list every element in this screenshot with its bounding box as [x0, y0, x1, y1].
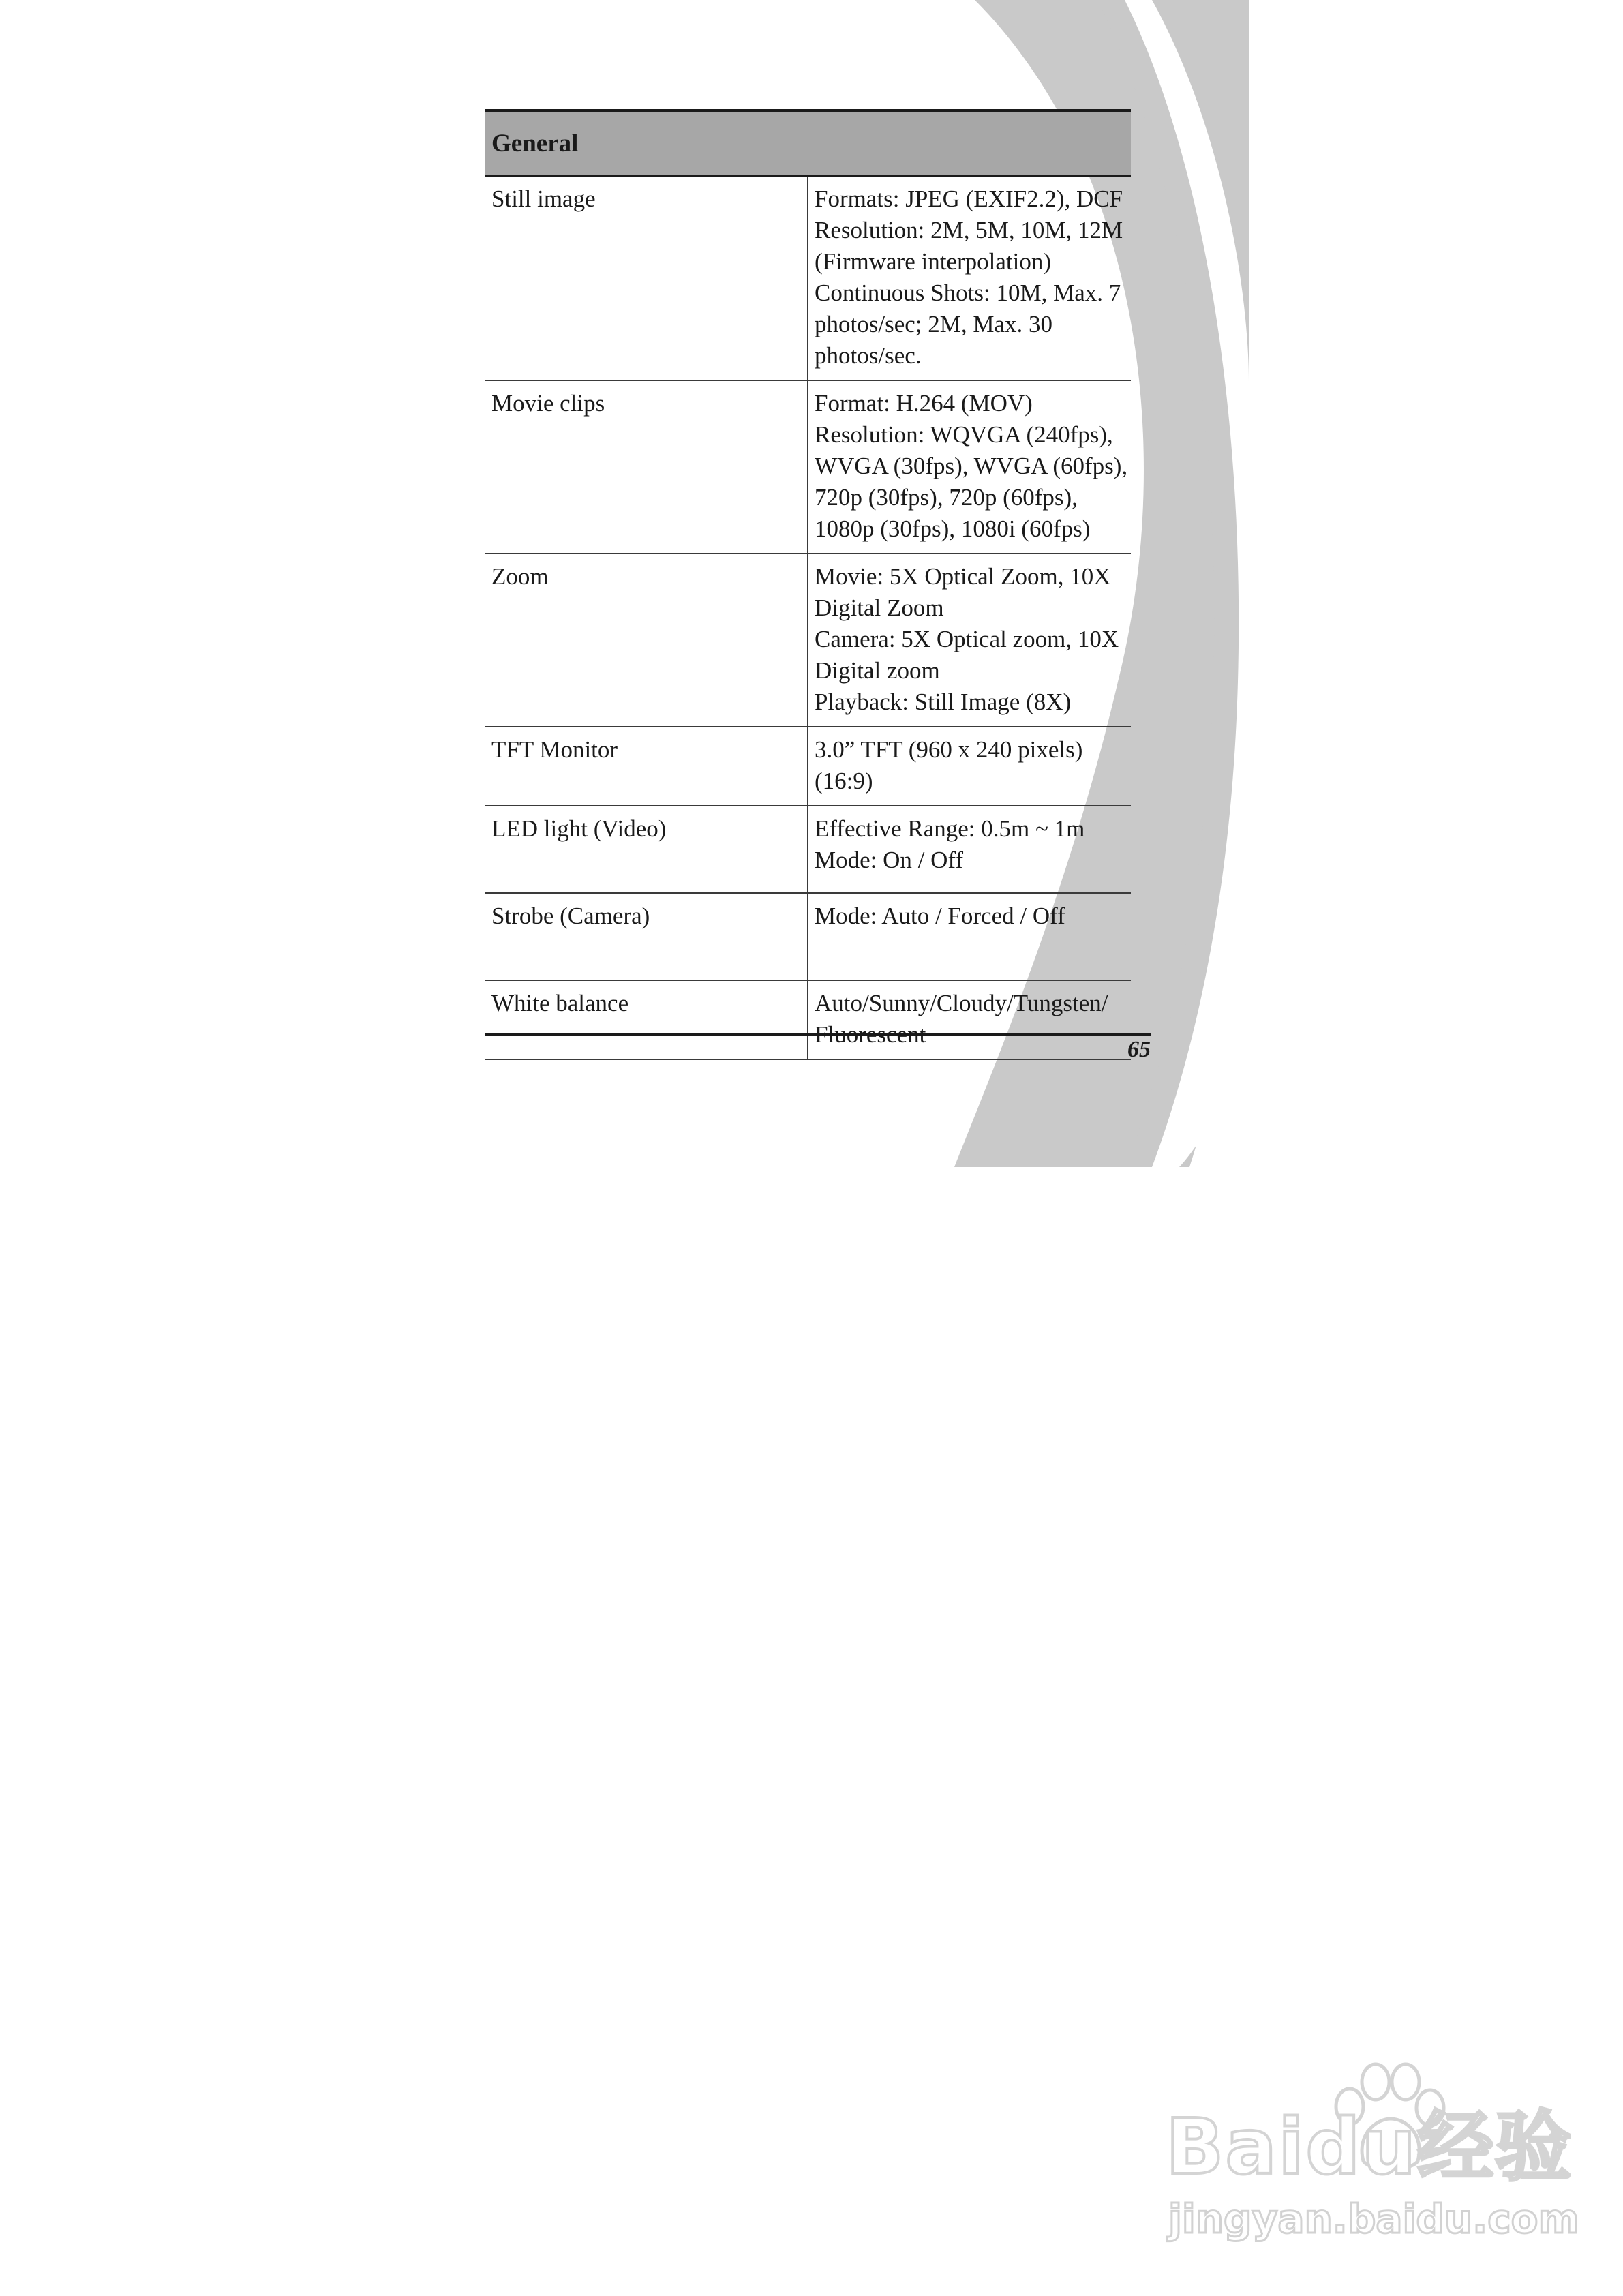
- spec-label: Zoom: [485, 554, 808, 727]
- spec-line: Mode: Auto / Forced / Off: [815, 903, 1065, 929]
- spec-line: Auto/Sunny/Cloudy/Tungsten/ Fluorescent: [815, 990, 1108, 1048]
- watermark-sub: jingyan.baidu.com: [1168, 2196, 1579, 2242]
- spec-line: Mode: On / Off: [815, 847, 964, 873]
- manual-page: [0, 0, 1249, 1167]
- table-row: [485, 806, 1131, 893]
- spec-label: LED light (Video): [485, 806, 808, 893]
- spec-label: Strobe (Camera): [485, 893, 808, 980]
- spec-value: [808, 893, 1131, 980]
- spec-line: Format: H.264 (MOV): [815, 390, 1033, 417]
- spec-label: Still image: [485, 176, 808, 380]
- page-number: 65: [1127, 1037, 1151, 1062]
- watermark-main: Baidu经验: [1166, 2103, 1573, 2192]
- table-row: [485, 980, 1131, 1059]
- spec-value: [808, 806, 1131, 893]
- table-row: [485, 893, 1131, 980]
- spec-line: Formats: JPEG (EXIF2.2), DCF: [815, 185, 1123, 212]
- spec-line: Movie: 5X Optical Zoom, 10X Digital Zoom: [815, 563, 1111, 621]
- spec-label: White balance: [485, 980, 808, 1059]
- baidu-watermark: [1152, 2059, 1579, 2263]
- spec-value: [808, 727, 1131, 806]
- spec-line: Resolution: 2M, 5M, 10M, 12M (Firmware interpolation): [815, 217, 1123, 275]
- spec-line: Resolution: WQVGA (240fps), WVGA (30fps), WVGA (60fps), 720p (30fps), 720p (60fps), 1080p (30fps), 1080i (60fps): [815, 421, 1128, 542]
- spec-line: Continuous Shots: 10M, Max. 7 photos/sec; 2M, Max. 30 photos/sec.: [815, 280, 1121, 369]
- spec-value: [808, 176, 1131, 380]
- spec-line: Camera: 5X Optical zoom, 10X Digital zoom: [815, 626, 1119, 684]
- footer-rule: [485, 1033, 1151, 1036]
- table-row: [485, 176, 1131, 380]
- spec-line: 3.0” TFT (960 x 240 pixels) (16:9): [815, 736, 1083, 794]
- table-row: [485, 727, 1131, 806]
- spec-value: [808, 554, 1131, 727]
- section-header: General: [485, 111, 1131, 177]
- table-row: [485, 554, 1131, 727]
- spec-label: TFT Monitor: [485, 727, 808, 806]
- spec-line: Effective Range: 0.5m ~ 1m: [815, 815, 1085, 842]
- table-row: [485, 380, 1131, 554]
- specifications-table: [485, 109, 1131, 1060]
- spec-value: [808, 380, 1131, 554]
- spec-label: Movie clips: [485, 380, 808, 554]
- spec-line: Playback: Still Image (8X): [815, 689, 1072, 715]
